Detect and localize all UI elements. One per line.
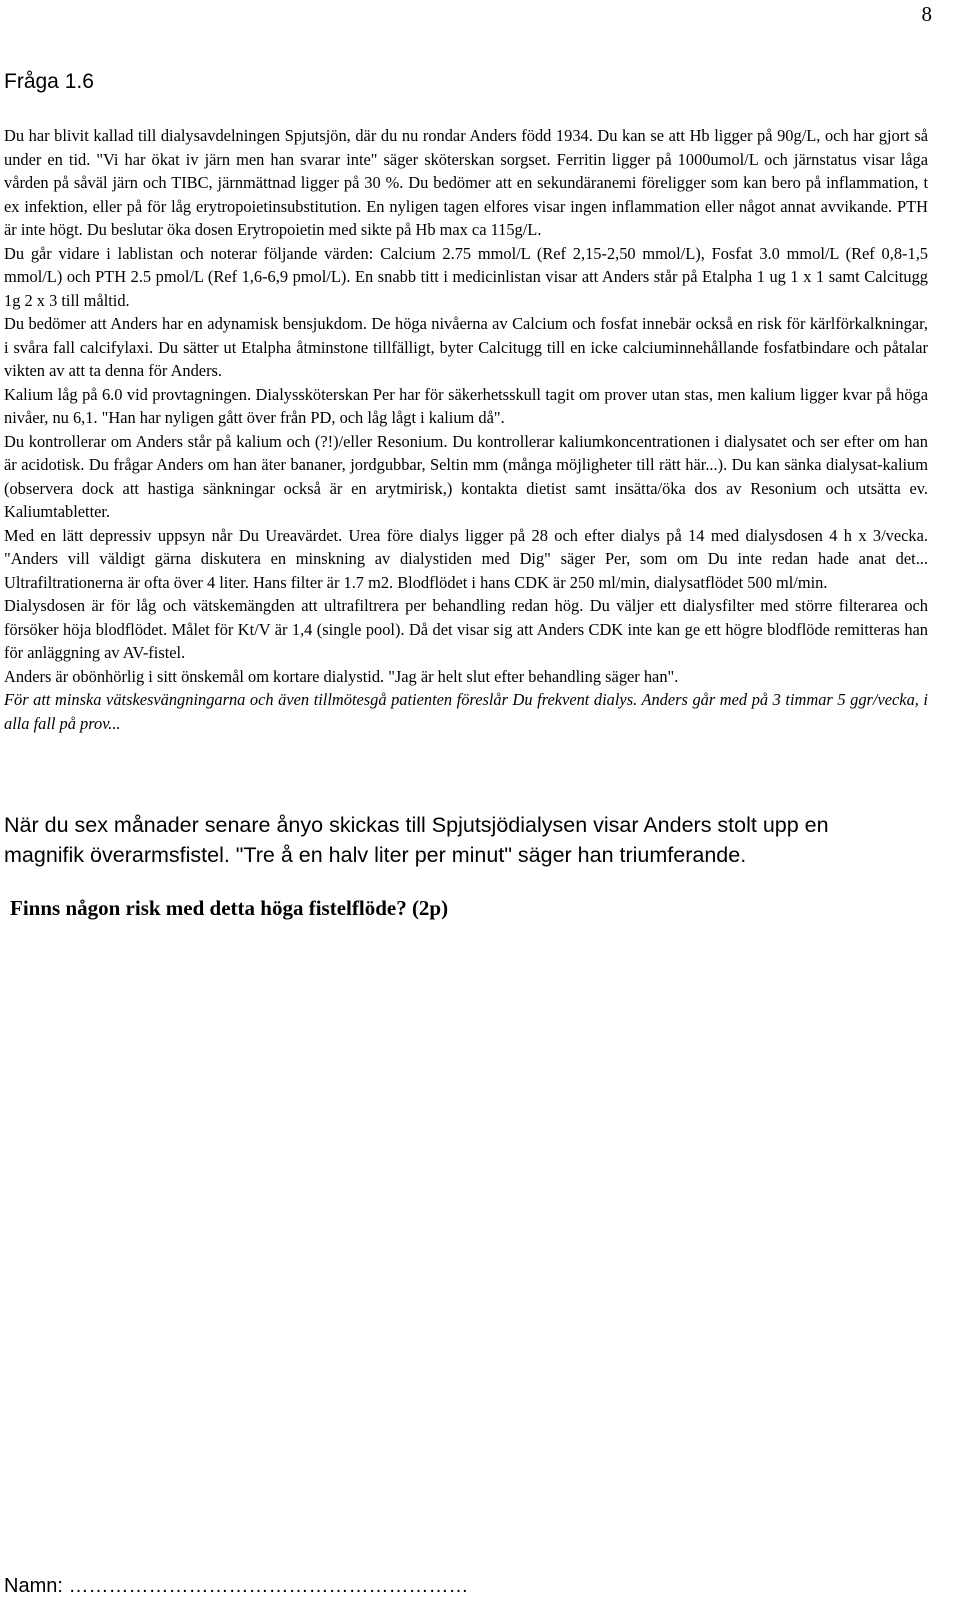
exam-question: Finns någon risk med detta höga fistelflöde? (2p): [10, 896, 449, 920]
name-line: ……………………………………………………: [68, 1575, 469, 1597]
paragraph-anemia: Du har blivit kallad till dialysavdelningen Spjutsjön, där du nu rondar Anders född 1934. Du kan se att Hb ligger på 90g/L, och har gjort så under en tid. "Vi har ökat iv järn men han svarar inte" säger sköterskan sorgset. Ferritin ligger på 1000umol/L och järnstatus visar låga vården på såväl järn och TIBC, järnmättnad ligger på 30 %. Du bedömer att en sekundäranemi föreligger som kan bero på inflammation, t ex infektion, eller på för låg erytropoietinsubstitution. En nyligen tagen elfores visar ingen inflammation eller något annat avvikande. PTH är inte högt. Du beslutar öka dosen Erytropoietin med sikte på Hb max ca 115g/L.: [4, 126, 928, 239]
question-title: Fråga 1.6: [4, 70, 94, 93]
paragraph-bone-disease: Du bedömer att Anders har en adynamisk bensjukdom. De höga nivåerna av Calcium och fosfat innebär också en risk för kärlförkalkningar, i svåra fall calcifylaxi. Du sätter ut Etalpha åtminstone tillfälligt, byter Calcitugg till en icke calciuminnehållande fosfatbindare och påtalar vikten av att ta denna för Anders.: [4, 314, 928, 380]
paragraph-potassium: Kalium låg på 6.0 vid provtagningen. Dialyssköterskan Per har för säkerhetsskull tagit om prover utan stas, men kalium ligger kvar på höga nivåer, nu 6,1. "Han har nyligen gått över från PD, och låg lågt i kalium då".: [4, 384, 928, 427]
narrative-line-1: När du sex månader senare ånyo skickas till Spjutsjödialysen visar Anders stolt upp en: [4, 813, 829, 837]
paragraph-frequent-dialysis: För att minska vätskesvängningarna och även tillmötesgå patienten föreslår Du frekvent dialys. Anders går med på 3 timmar 5 ggr/vecka, i alla fall på prov...: [4, 690, 928, 733]
name-field: [4, 1575, 468, 1598]
page-number: 8: [921, 2, 932, 26]
narrative-text: [4, 810, 928, 870]
paragraph-potassium-actions: Du kontrollerar om Anders står på kalium och (?!)/eller Resonium. Du kontrollerar kaliumkoncentrationen i dialysatet och ser efter om han är acidotisk. Du frågar Anders om han äter bananer, jordgubbar, Seltin mm (många möjligheter till rätt här...). Du kan sänka dialysat-kalium (observera dock att hastiga sänkningar också är en arytmirisk,) kontakta dietist samt insätta/öka dos av Resonium och utsätta ev. Kaliumtabletter.: [4, 431, 928, 521]
paragraph-lab-values: Du går vidare i lablistan och noterar följande värden: Calcium 2.75 mmol/L (Ref 2,15-2,50 mmol/L), Fosfat 3.0 mmol/L (Ref 0,8-1,5 mmol/L) och PTH 2.5 pmol/L (Ref 1,6-6,9 pmol/L). En snabb titt i medicinlistan visar att Anders står på Etalpha 1 ug 1 x 1 samt Calcitugg 1g 2 x 3 till måltid.: [4, 243, 928, 310]
case-text: [4, 124, 928, 735]
paragraph-dialysis-time: Anders är obönhörlig i sitt önskemål om kortare dialystid. "Jag är helt slut efter behandling säger han".: [4, 666, 679, 686]
narrative-line-2: magnifik överarmsfistel. "Tre å en halv liter per minut" säger han triumferande.: [4, 843, 747, 867]
paragraph-dialysis-dose: Dialysdosen är för låg och vätskemängden att ultrafiltrera per behandling redan hög. Du väljer ett dialysfilter med större filterarea och försöker höja blodflödet. Målet för Kt/V är 1,4 (single pool). Då det visar sig att Anders CDK inte kan ge ett högre blodflöde remitteras han för anläggning av AV-fistel.: [4, 596, 928, 662]
name-label: Namn:: [4, 1575, 63, 1597]
paragraph-urea: Med en lätt depressiv uppsyn når Du Ureavärdet. Urea före dialys ligger på 28 och efter dialys på 14 med dialysdosen 4 h x 3/vecka. "Anders vill väldigt gärna diskutera en minskning av dialystiden med Dig" säger Per, som om Du inte redan hade anat det... Ultrafiltrationerna är ofta över 4 liter. Hans filter är 1.7 m2. Blodflödet i hans CDK är 250 ml/min, dialysatflödet 500 ml/min.: [4, 525, 928, 592]
